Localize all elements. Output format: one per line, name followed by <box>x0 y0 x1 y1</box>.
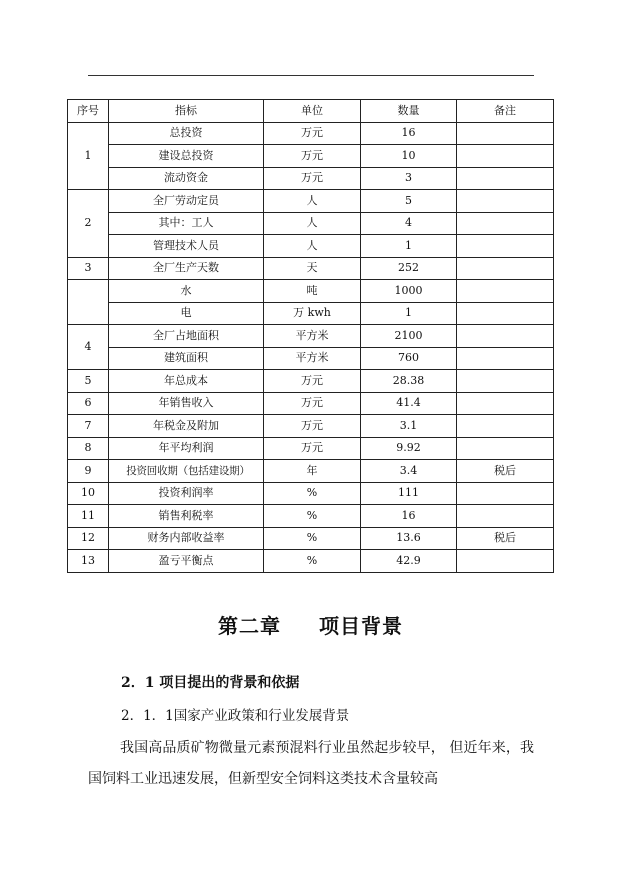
table-row <box>68 347 554 370</box>
row-indicator: 全厂劳动定员 <box>109 190 264 213</box>
table-row <box>68 280 554 303</box>
table-row <box>68 302 554 325</box>
row-value: 16 <box>361 122 457 145</box>
body-paragraph: 我国高品质矿物微量元素预混料行业虽然起步较早， 但近年来，我国饲料工业迅速发展，但新型安全饲料这类技术含量较高 <box>88 740 534 787</box>
row-unit: 人 <box>264 190 361 213</box>
row-remark <box>457 122 554 145</box>
row-indicator: 建设总投资 <box>109 145 264 168</box>
header-remark: 备注 <box>457 100 554 123</box>
row-remark <box>457 482 554 505</box>
row-value: 4 <box>361 212 457 235</box>
row-value: 41.4 <box>361 392 457 415</box>
row-unit: 平方米 <box>264 325 361 348</box>
row-unit: 吨 <box>264 280 361 303</box>
row-indicator: 全厂占地面积 <box>109 325 264 348</box>
row-remark <box>457 302 554 325</box>
row-value: 3.4 <box>361 460 457 483</box>
indicators-table <box>67 99 554 573</box>
row-unit: 人 <box>264 212 361 235</box>
chapter-title: 项目背景 <box>319 614 403 638</box>
row-indicator: 投资利润率 <box>109 482 264 505</box>
table-row <box>68 482 554 505</box>
table-row <box>68 167 554 190</box>
table-row <box>68 190 554 213</box>
row-value: 3.1 <box>361 415 457 438</box>
row-remark <box>457 347 554 370</box>
header-value: 数量 <box>361 100 457 123</box>
row-indicator: 财务内部收益率 <box>109 527 264 550</box>
row-remark <box>457 212 554 235</box>
row-unit: 万 kwh <box>264 302 361 325</box>
table-row <box>68 235 554 258</box>
row-remark <box>457 145 554 168</box>
chapter-number: 第二章 <box>218 614 281 638</box>
row-remark <box>457 257 554 280</box>
row-value: 252 <box>361 257 457 280</box>
table-row <box>68 505 554 528</box>
row-number: 5 <box>68 370 109 393</box>
row-remark: 税后 <box>457 460 554 483</box>
row-indicator: 流动资金 <box>109 167 264 190</box>
row-value: 760 <box>361 347 457 370</box>
row-remark: 税后 <box>457 527 554 550</box>
row-remark <box>457 370 554 393</box>
row-unit: % <box>264 505 361 528</box>
row-number: 11 <box>68 505 109 528</box>
table-row <box>68 257 554 280</box>
row-number: 6 <box>68 392 109 415</box>
row-value: 10 <box>361 145 457 168</box>
row-remark <box>457 167 554 190</box>
row-number: 7 <box>68 415 109 438</box>
row-indicator: 年平均利润 <box>109 437 264 460</box>
table-row <box>68 122 554 145</box>
row-value: 1 <box>361 302 457 325</box>
row-indicator: 总投资 <box>109 122 264 145</box>
row-indicator: 水 <box>109 280 264 303</box>
chapter-heading <box>0 610 621 639</box>
table-row <box>68 550 554 573</box>
row-unit: 万元 <box>264 145 361 168</box>
row-value: 13.6 <box>361 527 457 550</box>
table-row <box>68 437 554 460</box>
table-header-row <box>68 100 554 123</box>
row-number: 2 <box>68 190 109 258</box>
table-row <box>68 415 554 438</box>
row-number: 12 <box>68 527 109 550</box>
row-indicator: 销售利税率 <box>109 505 264 528</box>
row-number <box>68 280 109 325</box>
row-remark <box>457 550 554 573</box>
row-remark <box>457 415 554 438</box>
row-value: 3 <box>361 167 457 190</box>
row-indicator: 其中：工人 <box>109 212 264 235</box>
row-remark <box>457 437 554 460</box>
row-unit: 人 <box>264 235 361 258</box>
row-value: 2100 <box>361 325 457 348</box>
row-value: 28.38 <box>361 370 457 393</box>
section-heading: 2．1 项目提出的背景和依据 <box>121 675 300 691</box>
row-unit: 天 <box>264 257 361 280</box>
table-row <box>68 325 554 348</box>
row-unit: 万元 <box>264 437 361 460</box>
row-value: 1000 <box>361 280 457 303</box>
row-remark <box>457 325 554 348</box>
row-remark <box>457 280 554 303</box>
row-value: 42.9 <box>361 550 457 573</box>
table-row <box>68 145 554 168</box>
header-no: 序号 <box>68 100 109 123</box>
row-indicator: 年税金及附加 <box>109 415 264 438</box>
row-unit: 万元 <box>264 122 361 145</box>
header-rule <box>88 75 534 76</box>
row-value: 16 <box>361 505 457 528</box>
row-indicator: 投资回收期（包括建设期） <box>109 460 264 483</box>
row-indicator: 管理技术人员 <box>109 235 264 258</box>
row-number: 3 <box>68 257 109 280</box>
row-indicator: 年销售收入 <box>109 392 264 415</box>
row-remark <box>457 235 554 258</box>
row-unit: 万元 <box>264 370 361 393</box>
row-remark <box>457 505 554 528</box>
subsection-heading: 2．1．1国家产业政策和行业发展背景 <box>121 708 350 724</box>
row-unit: % <box>264 482 361 505</box>
row-indicator: 全厂生产天数 <box>109 257 264 280</box>
row-number: 1 <box>68 122 109 190</box>
row-unit: % <box>264 527 361 550</box>
row-indicator: 盈亏平衡点 <box>109 550 264 573</box>
row-unit: 平方米 <box>264 347 361 370</box>
row-number: 13 <box>68 550 109 573</box>
row-number: 4 <box>68 325 109 370</box>
row-unit: 万元 <box>264 415 361 438</box>
row-value: 9.92 <box>361 437 457 460</box>
row-indicator: 电 <box>109 302 264 325</box>
row-indicator: 年总成本 <box>109 370 264 393</box>
row-number: 8 <box>68 437 109 460</box>
row-indicator: 建筑面积 <box>109 347 264 370</box>
table-row <box>68 392 554 415</box>
table-row <box>68 370 554 393</box>
row-value: 5 <box>361 190 457 213</box>
row-unit: 万元 <box>264 167 361 190</box>
row-value: 1 <box>361 235 457 258</box>
row-number: 10 <box>68 482 109 505</box>
header-unit: 单位 <box>264 100 361 123</box>
table-row <box>68 527 554 550</box>
table-row <box>68 212 554 235</box>
row-unit: 万元 <box>264 392 361 415</box>
row-unit: 年 <box>264 460 361 483</box>
row-number: 9 <box>68 460 109 483</box>
row-remark <box>457 190 554 213</box>
row-remark <box>457 392 554 415</box>
row-value: 111 <box>361 482 457 505</box>
row-unit: % <box>264 550 361 573</box>
table-row <box>68 460 554 483</box>
header-indicator: 指标 <box>109 100 264 123</box>
